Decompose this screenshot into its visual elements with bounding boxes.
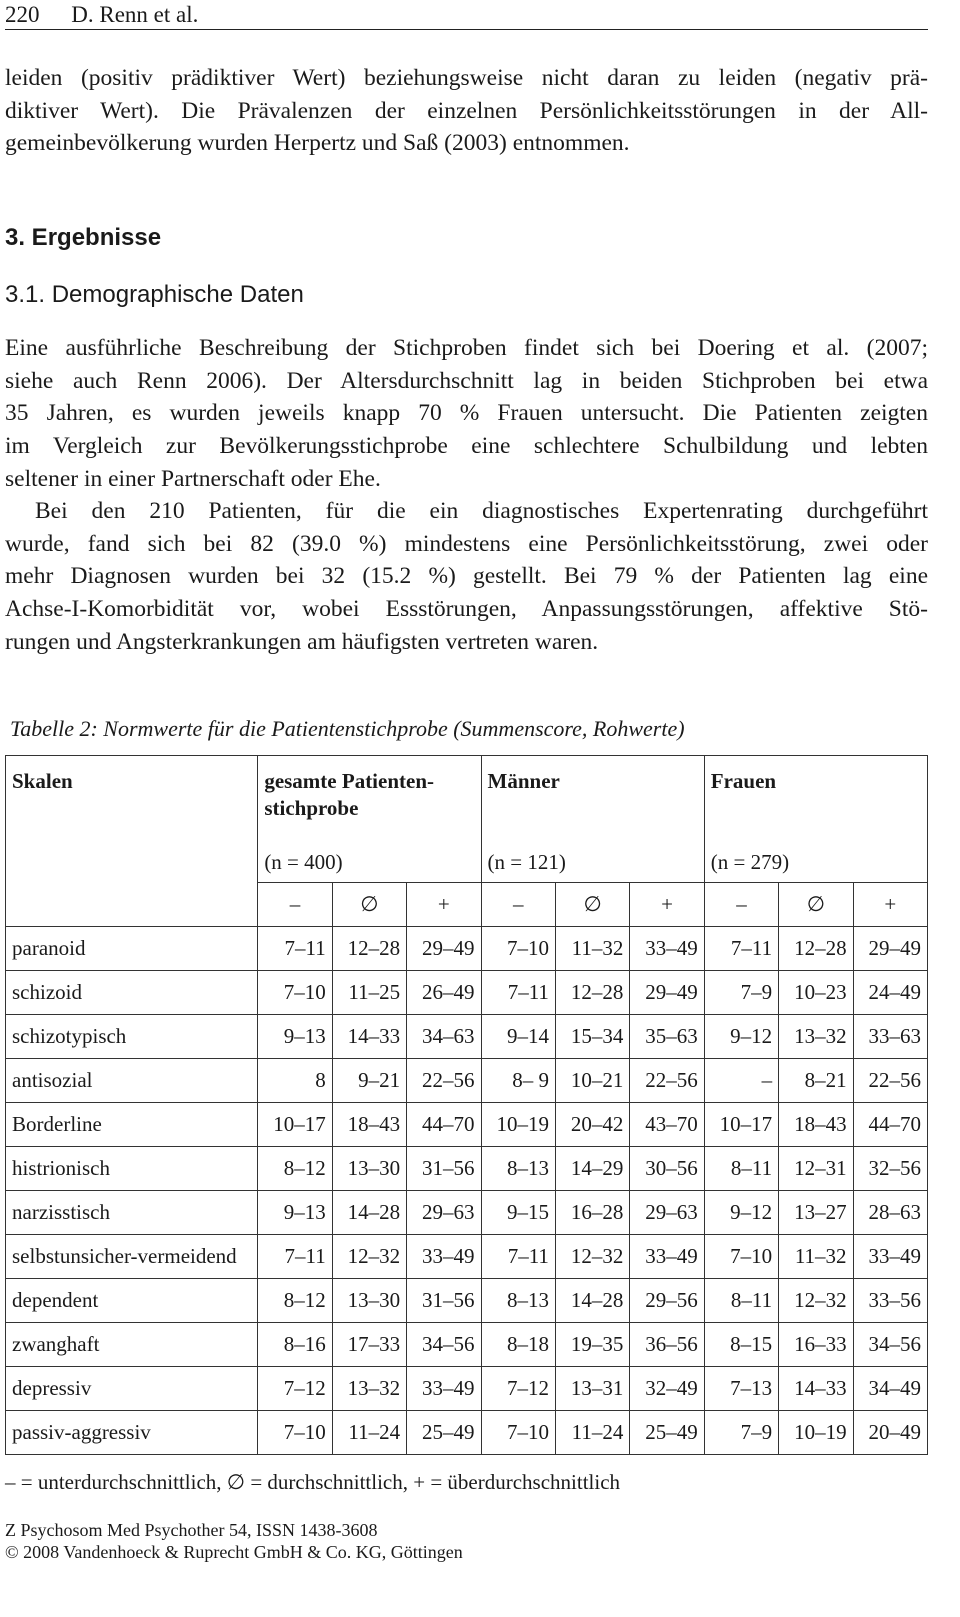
- norm-value: 10–17: [258, 1103, 332, 1147]
- norm-value: 9–21: [332, 1059, 406, 1103]
- text-line: leiden (positiv prädiktiver Wert) beziehungsweise nicht daran zu leiden (negativ prä-: [5, 65, 928, 91]
- norm-value: 18–43: [332, 1103, 406, 1147]
- norm-value: 12–32: [779, 1279, 853, 1323]
- norm-value: 13–30: [332, 1147, 406, 1191]
- norm-value: 29–63: [407, 1191, 481, 1235]
- norm-value: 13–32: [779, 1015, 853, 1059]
- scale-header: Skalen: [6, 756, 258, 927]
- table-row: [6, 1367, 928, 1411]
- norm-value: 29–63: [630, 1191, 704, 1235]
- norm-value: 8–13: [481, 1147, 555, 1191]
- scale-name: zwanghaft: [6, 1323, 258, 1367]
- table-row: [6, 1191, 928, 1235]
- group-header: [258, 756, 481, 883]
- intro-paragraph: [5, 62, 928, 160]
- scale-name: schizotypisch: [6, 1015, 258, 1059]
- norm-value: 29–49: [630, 971, 704, 1015]
- text-line: gemeinbevölkerung wurden Herpertz und Saß (2003) entnommen.: [5, 130, 630, 157]
- norm-value: 9–13: [258, 1191, 332, 1235]
- norm-value: 35–63: [630, 1015, 704, 1059]
- scale-name: dependent: [6, 1279, 258, 1323]
- norm-value: 31–56: [407, 1147, 481, 1191]
- group-header: [481, 756, 704, 883]
- group-n: (n = 121): [487, 850, 566, 874]
- norm-value: 9–12: [704, 1191, 778, 1235]
- norm-value: 8–21: [779, 1059, 853, 1103]
- scale-name: passiv-aggressiv: [6, 1411, 258, 1455]
- norm-value: 11–32: [555, 927, 629, 971]
- norm-value: 8–18: [481, 1323, 555, 1367]
- scale-name: antisozial: [6, 1059, 258, 1103]
- scale-name: narzisstisch: [6, 1191, 258, 1235]
- norm-value: 33–49: [407, 1367, 481, 1411]
- norm-table: [5, 755, 928, 1455]
- table-header-row: [6, 756, 928, 883]
- sign-cell: +: [407, 883, 481, 927]
- text-line: rungen und Angsterkrankungen am häufigsten vertreten waren.: [5, 628, 599, 655]
- norm-value: 24–49: [853, 971, 927, 1015]
- header-rule: [5, 29, 928, 30]
- norm-value: 15–34: [555, 1015, 629, 1059]
- norm-value: 12–31: [779, 1147, 853, 1191]
- scale-name: histrionisch: [6, 1147, 258, 1191]
- norm-value: 9–12: [704, 1015, 778, 1059]
- norm-value: 33–49: [853, 1235, 927, 1279]
- sign-cell: –: [481, 883, 555, 927]
- sign-cell: ∅: [332, 883, 406, 927]
- norm-value: 7–10: [704, 1235, 778, 1279]
- norm-value: 29–49: [853, 927, 927, 971]
- scale-name: Borderline: [6, 1103, 258, 1147]
- norm-value: 8–11: [704, 1147, 778, 1191]
- norm-value: 7–11: [481, 1235, 555, 1279]
- group-n: (n = 279): [710, 850, 790, 874]
- norm-value: 13–32: [332, 1367, 406, 1411]
- group-label: Männer: [487, 769, 560, 793]
- text-line: Bei den 210 Patienten, für die ein diagnostisches Expertenrating durchgeführt: [35, 498, 928, 524]
- scale-name: depressiv: [6, 1367, 258, 1411]
- norm-value: 22–56: [407, 1059, 481, 1103]
- table-row: [6, 1059, 928, 1103]
- page-number: 220: [5, 2, 40, 27]
- norm-value: 8–15: [704, 1323, 778, 1367]
- norm-value: 8–13: [481, 1279, 555, 1323]
- norm-value: 31–56: [407, 1279, 481, 1323]
- running-head: [5, 2, 224, 28]
- footer-copyright: © 2008 Vandenhoeck & Ruprecht GmbH & Co. KG, Göttingen: [5, 1542, 463, 1562]
- text-line: wurde, fand sich bei 82 (39.0 %) mindestens eine Persönlichkeitsstörung, zwei oder: [5, 530, 928, 557]
- norm-value: 36–56: [630, 1323, 704, 1367]
- norm-value: 7–9: [704, 971, 778, 1015]
- norm-value: 7–12: [481, 1367, 555, 1411]
- text-line: Eine ausführliche Beschreibung der Stichproben findet sich bei Doering et al. (2007;: [5, 335, 928, 361]
- table-caption: Tabelle 2: Normwerte für die Patientenstichprobe (Summenscore, Rohwerte): [10, 716, 685, 741]
- footer-journal: Z Psychosom Med Psychother 54, ISSN 1438-3608: [5, 1520, 378, 1540]
- group-label: Frauen: [710, 769, 777, 793]
- sign-cell: +: [630, 883, 704, 927]
- norm-value: 14–33: [332, 1015, 406, 1059]
- norm-value: 8– 9: [481, 1059, 555, 1103]
- norm-value: 7–10: [258, 1411, 332, 1455]
- paragraph-diagnoses: [5, 495, 928, 658]
- norm-value: 7–9: [704, 1411, 778, 1455]
- norm-value: 11–24: [555, 1411, 629, 1455]
- norm-value: 13–31: [555, 1367, 629, 1411]
- sign-cell: –: [704, 883, 778, 927]
- text-line: im Vergleich zur Bevölkerungsstichprobe eine schlechtere Schulbildung und lebten: [5, 433, 928, 460]
- norm-value: 14–33: [779, 1367, 853, 1411]
- norm-value: 11–25: [332, 971, 406, 1015]
- norm-value: 8: [258, 1059, 332, 1103]
- norm-value: 19–35: [555, 1323, 629, 1367]
- table-row: [6, 927, 928, 971]
- norm-value: 14–28: [555, 1279, 629, 1323]
- norm-value: 7–12: [258, 1367, 332, 1411]
- norm-value: 17–33: [332, 1323, 406, 1367]
- norm-value: 22–56: [853, 1059, 927, 1103]
- norm-value: 9–14: [481, 1015, 555, 1059]
- scale-name: paranoid: [6, 927, 258, 971]
- text-line: siehe auch Renn 2006). Der Altersdurchschnitt lag in beiden Stichproben bei etwa: [5, 367, 928, 394]
- norm-value: 10–23: [779, 971, 853, 1015]
- norm-value: 9–15: [481, 1191, 555, 1235]
- norm-value: 7–11: [704, 927, 778, 971]
- running-head-authors: D. Renn et al.: [71, 2, 199, 27]
- table-row: [6, 1411, 928, 1455]
- norm-value: 43–70: [630, 1103, 704, 1147]
- paragraph-demographics: [5, 332, 928, 495]
- sign-cell: ∅: [555, 883, 629, 927]
- norm-value: 8–11: [704, 1279, 778, 1323]
- text-line: diktiver Wert). Die Prävalenzen der einzelnen Persönlichkeitsstörungen in der All-: [5, 97, 928, 124]
- norm-value: 7–10: [258, 971, 332, 1015]
- norm-value: 26–49: [407, 971, 481, 1015]
- norm-value: 34–63: [407, 1015, 481, 1059]
- norm-value: 33–56: [853, 1279, 927, 1323]
- norm-value: 10–19: [779, 1411, 853, 1455]
- subsection-heading: 3.1. Demographische Daten: [5, 281, 304, 308]
- norm-value: 10–21: [555, 1059, 629, 1103]
- text-line: mehr Diagnosen wurden bei 32 (15.2 %) gestellt. Bei 79 % der Patienten lag eine: [5, 563, 928, 590]
- norm-value: 12–32: [332, 1235, 406, 1279]
- norm-value: 33–49: [630, 927, 704, 971]
- norm-value: 7–11: [481, 971, 555, 1015]
- table-row: [6, 1015, 928, 1059]
- norm-value: 7–13: [704, 1367, 778, 1411]
- norm-value: 34–56: [853, 1323, 927, 1367]
- norm-value: 30–56: [630, 1147, 704, 1191]
- scale-name: selbstunsicher-vermeidend: [6, 1235, 258, 1279]
- norm-value: 13–27: [779, 1191, 853, 1235]
- table-row: [6, 971, 928, 1015]
- norm-value: 11–24: [332, 1411, 406, 1455]
- norm-value: 10–19: [481, 1103, 555, 1147]
- table-row: [6, 1279, 928, 1323]
- norm-value: 29–56: [630, 1279, 704, 1323]
- norm-value: 33–49: [407, 1235, 481, 1279]
- norm-value: 8–16: [258, 1323, 332, 1367]
- norm-value: 44–70: [407, 1103, 481, 1147]
- group-header: [704, 756, 927, 883]
- group-label: gesamte Patienten-stichprobe: [264, 769, 435, 820]
- norm-value: 22–56: [630, 1059, 704, 1103]
- norm-value: 32–49: [630, 1367, 704, 1411]
- text-line: 35 Jahren, es wurden jeweils knapp 70 % Frauen untersucht. Die Patienten zeigten: [5, 400, 928, 427]
- sign-cell: –: [258, 883, 332, 927]
- norm-value: 29–49: [407, 927, 481, 971]
- norm-value: 13–30: [332, 1279, 406, 1323]
- norm-value: 20–49: [853, 1411, 927, 1455]
- norm-value: 44–70: [853, 1103, 927, 1147]
- norm-value: 12–28: [555, 971, 629, 1015]
- table-row: [6, 1323, 928, 1367]
- norm-value: 16–33: [779, 1323, 853, 1367]
- norm-value: 11–32: [779, 1235, 853, 1279]
- norm-value: 7–11: [258, 927, 332, 971]
- table-row: [6, 1103, 928, 1147]
- norm-value: –: [704, 1059, 778, 1103]
- section-heading: 3. Ergebnisse: [5, 224, 162, 251]
- norm-value: 14–29: [555, 1147, 629, 1191]
- norm-value: 7–11: [258, 1235, 332, 1279]
- table-legend: – = unterdurchschnittlich, ∅ = durchschnittlich, + = überdurchschnittlich: [5, 1470, 621, 1494]
- norm-value: 33–63: [853, 1015, 927, 1059]
- sign-cell: +: [853, 883, 927, 927]
- norm-value: 12–28: [332, 927, 406, 971]
- scale-name: schizoid: [6, 971, 258, 1015]
- norm-value: 34–49: [853, 1367, 927, 1411]
- norm-value: 7–10: [481, 1411, 555, 1455]
- norm-value: 34–56: [407, 1323, 481, 1367]
- norm-value: 10–17: [704, 1103, 778, 1147]
- sign-cell: ∅: [779, 883, 853, 927]
- norm-value: 20–42: [555, 1103, 629, 1147]
- norm-value: 7–10: [481, 927, 555, 971]
- norm-value: 28–63: [853, 1191, 927, 1235]
- table-row: [6, 1235, 928, 1279]
- norm-value: 9–13: [258, 1015, 332, 1059]
- table-row: [6, 1147, 928, 1191]
- text-line: seltener in einer Partnerschaft oder Ehe.: [5, 465, 381, 492]
- norm-value: 12–32: [555, 1235, 629, 1279]
- norm-value: 25–49: [630, 1411, 704, 1455]
- text-line: Achse-I-Komorbidität vor, wobei Essstörungen, Anpassungsstörungen, affektive Stö-: [5, 596, 928, 623]
- group-n: (n = 400): [264, 850, 343, 874]
- norm-value: 33–49: [630, 1235, 704, 1279]
- norm-value: 32–56: [853, 1147, 927, 1191]
- norm-value: 12–28: [779, 927, 853, 971]
- norm-value: 8–12: [258, 1147, 332, 1191]
- norm-value: 25–49: [407, 1411, 481, 1455]
- norm-value: 8–12: [258, 1279, 332, 1323]
- norm-value: 16–28: [555, 1191, 629, 1235]
- norm-value: 14–28: [332, 1191, 406, 1235]
- norm-value: 18–43: [779, 1103, 853, 1147]
